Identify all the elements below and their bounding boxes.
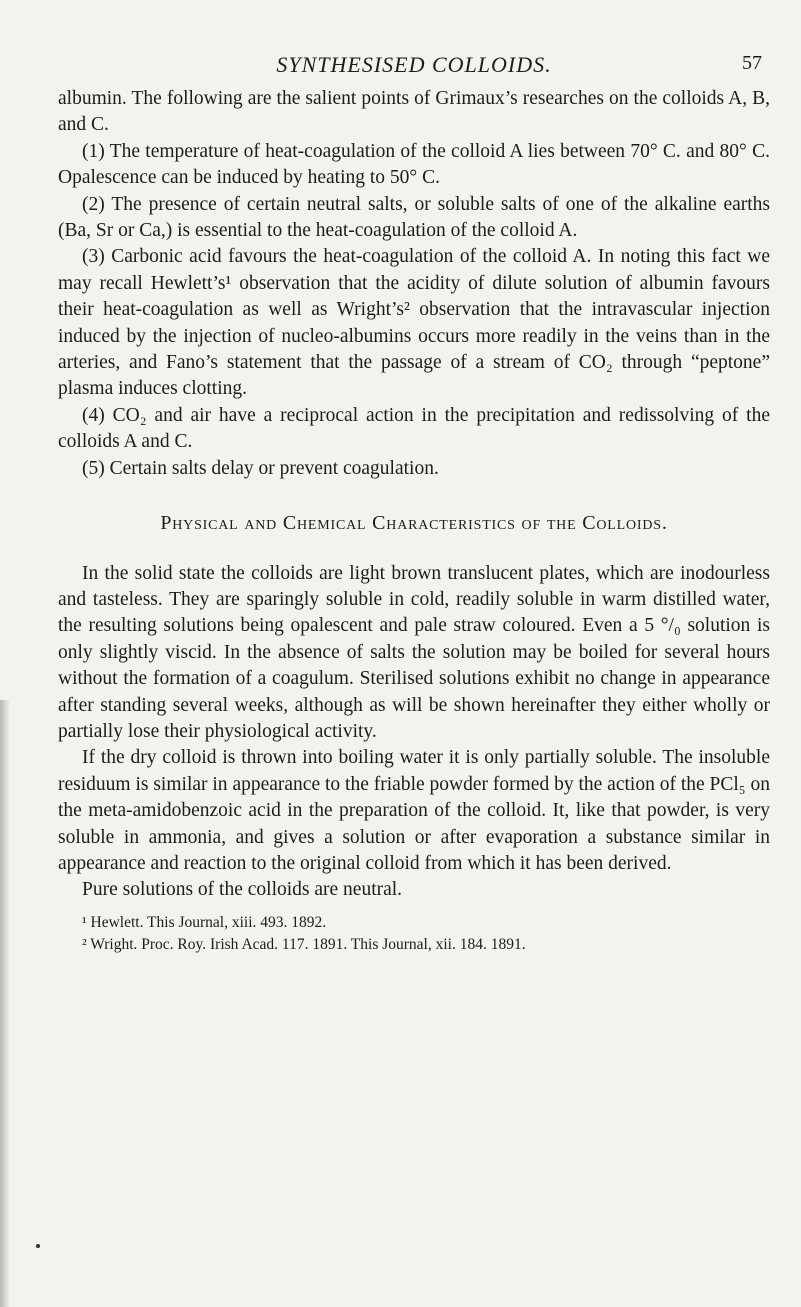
point-5: (5) Certain salts delay or prevent coagulation.: [82, 457, 439, 479]
dry-colloid-paragraph: If the dry colloid is thrown into boiling water it is only partially soluble. The insoluble residuum is similar in appearance to the friable powder formed by the action of the PCl₅ on the meta-amidobenzoic acid in the preparation of the colloid. It, like that powder, is very soluble in ammonia, and gives a solution or after evaporation a substance similar in appearance and reaction to the original colloid from which it has been derived.: [58, 747, 770, 874]
running-title: SYNTHESISED COLLOIDS.: [276, 52, 552, 77]
footnote-2: ² Wright. Proc. Roy. Irish Acad. 117. 1891. This Journal, xii. 184. 1891.: [82, 935, 526, 953]
point-4: (4) CO₂ and air have a reciprocal action in the precipitation and redissolving of the colloids A and C.: [58, 404, 770, 453]
page-number: 57: [742, 52, 762, 74]
ink-speck: [36, 1244, 40, 1248]
binding-shadow: [0, 700, 10, 1307]
neutral-paragraph: Pure solutions of the colloids are neutral.: [82, 879, 403, 901]
page-header: [58, 52, 770, 82]
section-heading: Physical and Chemical Characteristics of the Colloids.: [160, 512, 668, 535]
point-1: (1) The temperature of heat-coagulation of the colloid A lies between 70° C. and 80° C. Opalescence can be induced by heating to 50° C.: [58, 140, 770, 189]
characteristics-paragraph: In the solid state the colloids are light brown translucent plates, which are inodourless and tasteless. They are sparingly soluble in cold, readily soluble in warm distilled water, the resulting solutions being opalescent and pale straw coloured. Even a 5 °/₀ solution is only slightly viscid. In the absence of salts the solution may be boiled for several hours without the formation of a coagulum. Sterilised solutions exhibit no change in appearance after standing several weeks, although as will be shown hereinafter they either wholly or partially lose their physiological activity.: [58, 562, 770, 742]
footnotes: [58, 912, 770, 956]
point-2: (2) The presence of certain neutral salts, or soluble salts of one of the alkaline earths (Ba, Sr or Ca,) is essential to the heat-coagulation of the colloid A.: [58, 193, 770, 242]
footnote-1: ¹ Hewlett. This Journal, xiii. 493. 1892.: [82, 913, 327, 931]
body-text: [58, 86, 770, 956]
paragraph-continuation: albumin. The following are the salient points of Grimaux’s researches on the colloids A, B, and C.: [58, 88, 770, 136]
point-3: (3) Carbonic acid favours the heat-coagulation of the colloid A. In noting this fact we may recall Hewlett’s¹ observation that the acidity of dilute solution of albumin favours their heat-coagulation as well as Wright’s² observation that the intravascular injection induced by the injection of nucleo-albumins occurs more readily in the veins than in the arteries, and Fano’s statement that the passage of a stream of CO₂ through “peptone” plasma induces clotting.: [58, 246, 770, 400]
